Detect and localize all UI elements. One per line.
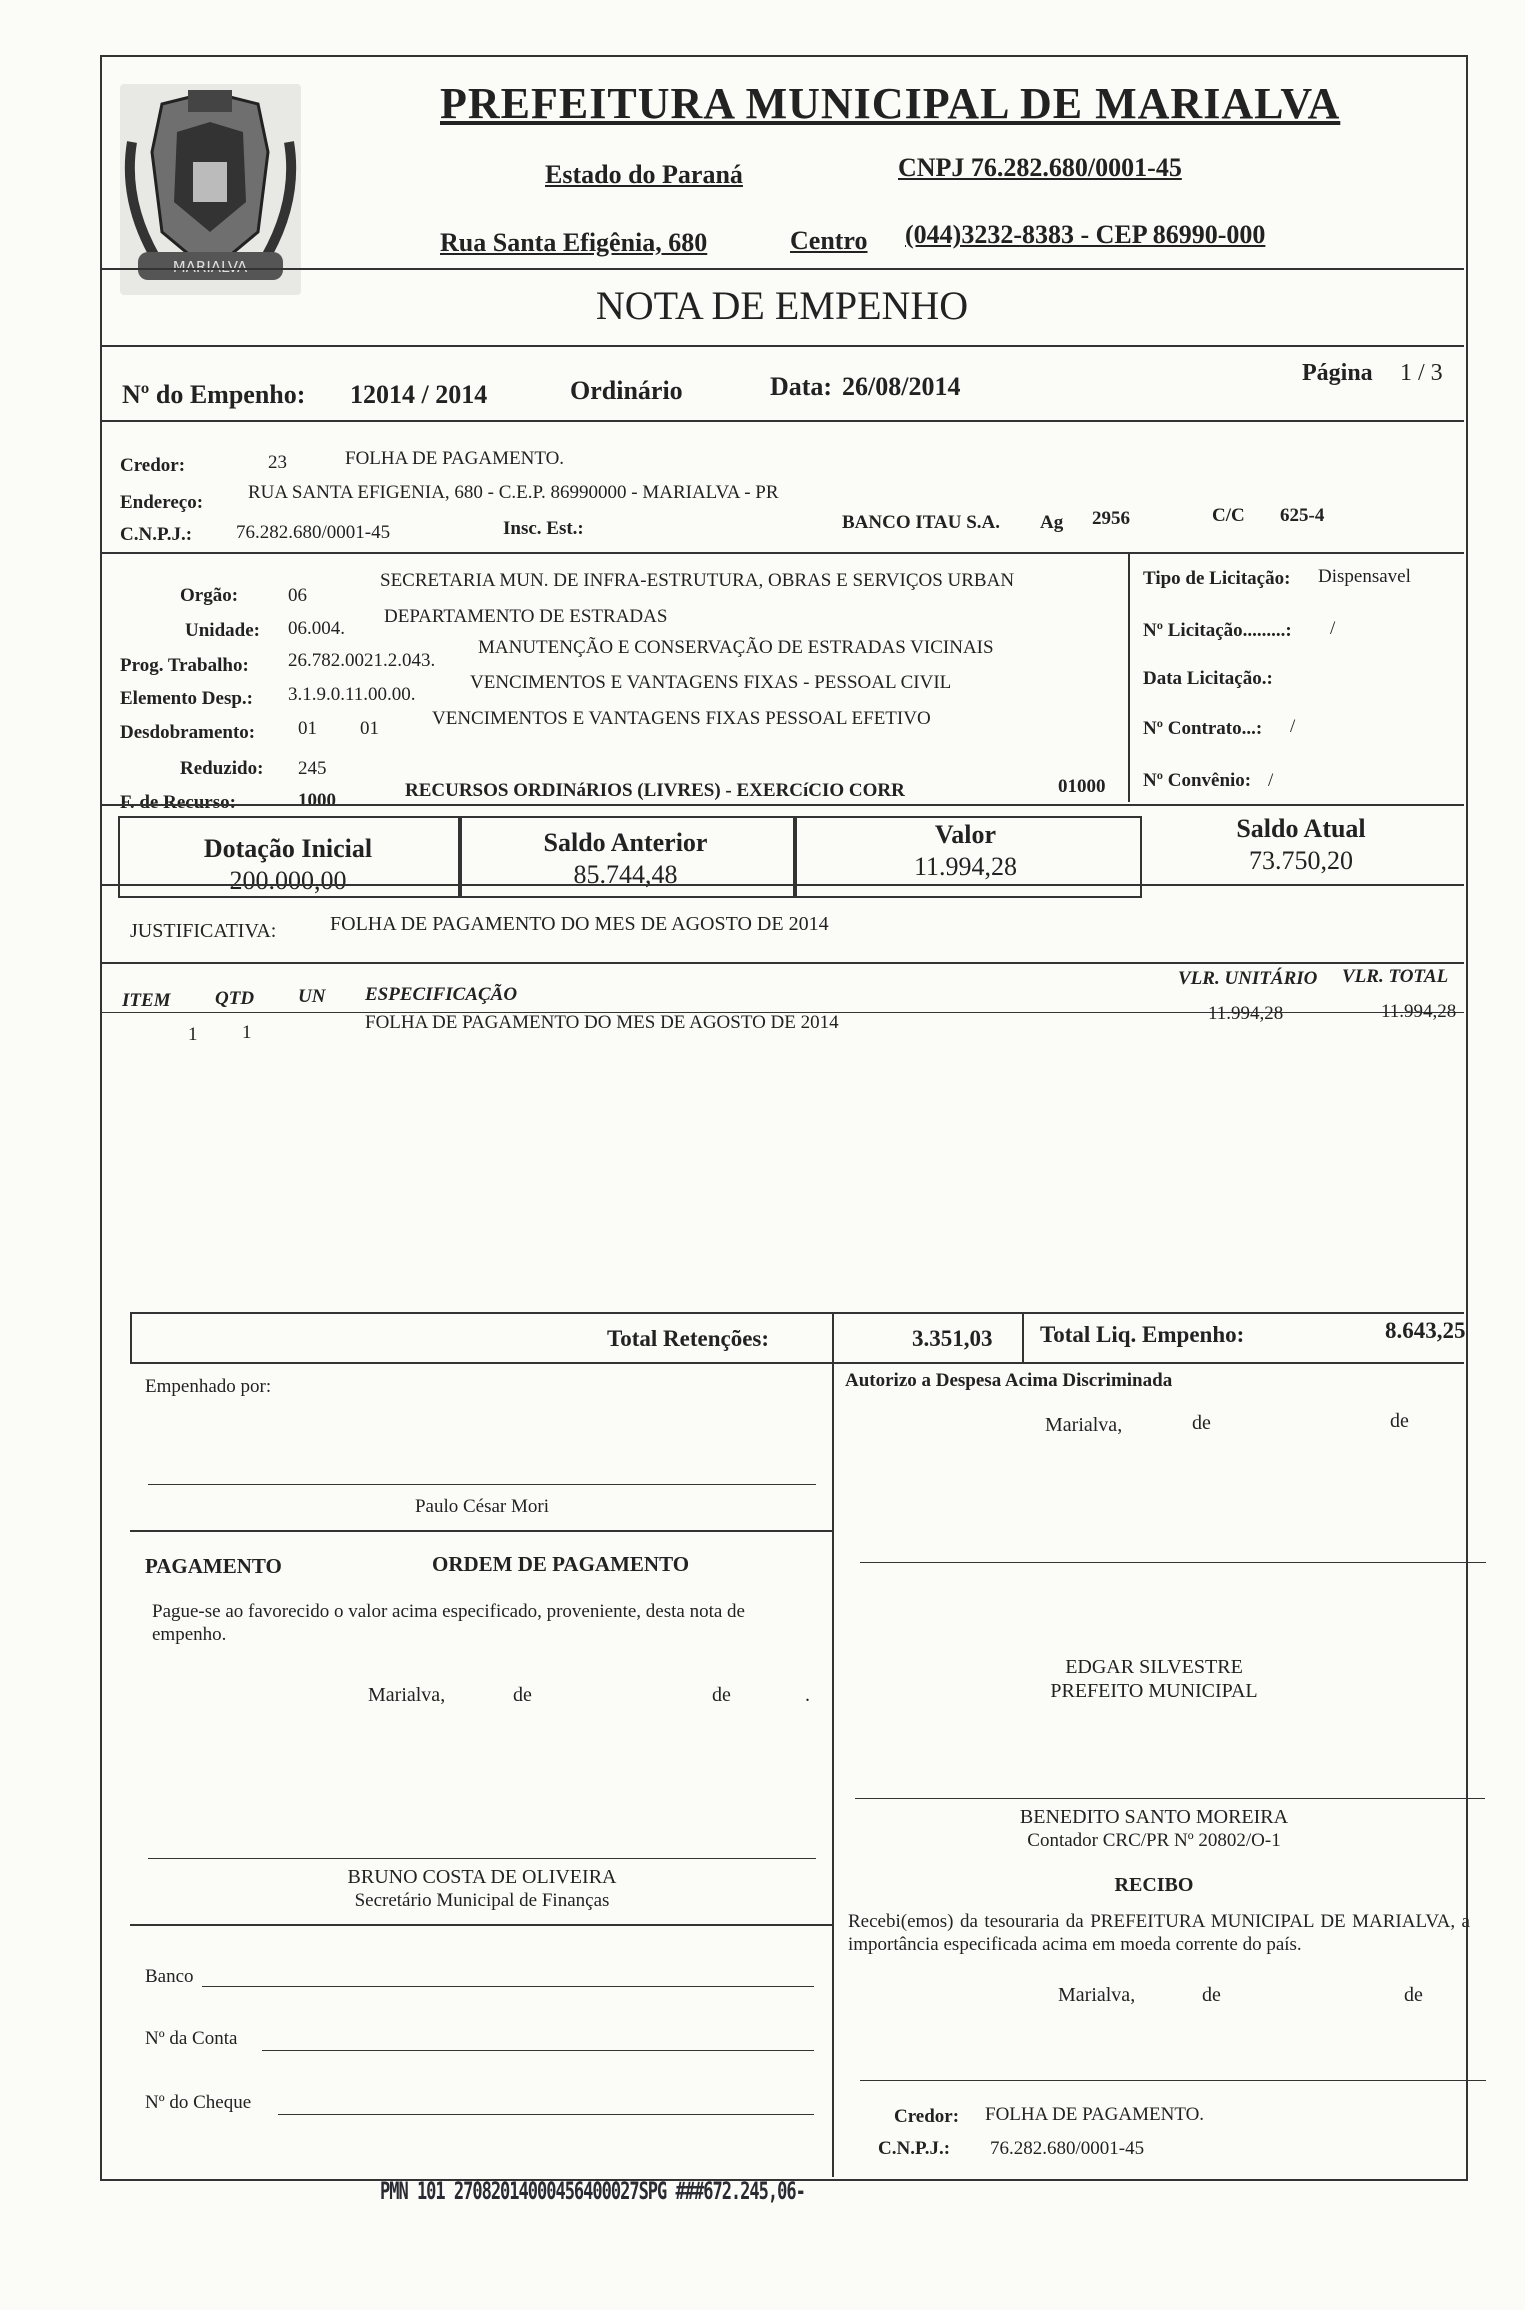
row-total: 11.994,28 — [1381, 1001, 1457, 1022]
autorizo-de2: de — [1390, 1410, 1409, 1432]
retencoes-value: 3.351,03 — [912, 1326, 993, 1351]
conta-label: Nº da Conta — [145, 2028, 238, 2049]
secretario-title: Secretário Municipal de Finanças — [354, 1890, 610, 1911]
page-number: 1 / 3 — [1400, 360, 1443, 386]
recibo-credor-label: Credor: — [894, 2106, 960, 2127]
credor-label: Credor: — [120, 455, 186, 476]
empenho-number: 12014 / 2014 — [350, 380, 488, 409]
pague-de2: de — [712, 1684, 731, 1706]
convenio-value: / — [1268, 770, 1274, 791]
orgao-name: SECRETARIA MUN. DE INFRA-ESTRUTURA, OBRAS E SERVIÇOS URBAN — [380, 570, 1015, 591]
desd-name: VENCIMENTOS E VANTAGENS FIXAS PESSOAL EFETIVO — [432, 708, 931, 729]
bank-ag-label: Ag — [1040, 512, 1064, 533]
orgao-label: Orgão: — [180, 585, 239, 606]
banco-label: Banco — [145, 1966, 194, 1987]
pague-city: Marialva, — [368, 1684, 446, 1706]
autorizo-label: Autorizo a Despesa Acima Discriminada — [845, 1370, 1173, 1391]
col-un: UN — [298, 986, 326, 1007]
pague-dot: . — [805, 1684, 810, 1706]
contador-name: BENEDITO SANTO MOREIRA — [1019, 1806, 1289, 1828]
bank-name: BANCO ITAU S.A. — [842, 512, 1001, 533]
orgao-code: 06 — [288, 585, 307, 606]
liquido-label: Total Liq. Empenho: — [1040, 1322, 1245, 1347]
prog-code: 26.782.0021.2.043. — [288, 650, 436, 671]
licitacao-tipo: Dispensavel — [1318, 566, 1411, 587]
doc-title: NOTA DE EMPENHO — [595, 283, 969, 328]
empenho-date: 26/08/2014 — [842, 372, 961, 401]
elem-label: Elemento Desp.: — [120, 688, 253, 709]
valor-value: 11.994,28 — [913, 852, 1018, 881]
ordem-pagamento-label: ORDEM DE PAGAMENTO — [432, 1552, 690, 1576]
pagamento-label: PAGAMENTO — [145, 1554, 282, 1578]
bank-cc: 625-4 — [1280, 505, 1325, 526]
bank-ag: 2956 — [1092, 508, 1130, 529]
header-state: Estado do Paraná — [545, 160, 743, 189]
unidade-label: Unidade: — [185, 620, 260, 641]
licitacao-num-label: Nº Licitação.........: — [1143, 620, 1292, 641]
elem-name: VENCIMENTOS E VANTAGENS FIXAS - PESSOAL CIVIL — [470, 672, 952, 693]
credor-code: 23 — [268, 452, 287, 473]
col-qtd: QTD — [215, 988, 255, 1009]
pague-de1: de — [513, 1684, 532, 1706]
cnpj-label: C.N.P.J.: — [120, 524, 193, 545]
col-item: ITEM — [122, 990, 171, 1011]
header-title: PREFEITURA MUNICIPAL DE MARIALVA — [440, 79, 1341, 128]
insc-label: Insc. Est.: — [503, 518, 584, 539]
contador-title: Contador CRC/PR Nº 20802/O-1 — [1027, 1830, 1281, 1851]
saldo-atual-value: 73.750,20 — [1249, 846, 1353, 875]
recurso-label: F. de Recurso: — [120, 792, 236, 813]
retencoes-label: Total Retenções: — [607, 1326, 770, 1351]
unidade-code: 06.004. — [288, 618, 345, 639]
dotacao-value: 200.000,00 — [229, 866, 347, 895]
desd-code2: 01 — [360, 718, 379, 739]
row-unit: 11.994,28 — [1208, 1003, 1284, 1024]
justificativa-text: FOLHA DE PAGAMENTO DO MES DE AGOSTO DE 2014 — [330, 913, 829, 935]
header-district: Centro — [790, 226, 868, 255]
dotacao-label: Dotação Inicial — [203, 834, 373, 863]
autorizo-de1: de — [1192, 1412, 1211, 1434]
footer-code: PMN 101 27082014000456400027SPG ###672.245,06- — [380, 2178, 805, 2206]
desd-label: Desdobramento: — [120, 722, 256, 743]
prog-label: Prog. Trabalho: — [120, 655, 249, 676]
justificativa-label: JUSTIFICATIVA: — [130, 920, 277, 942]
address-value: RUA SANTA EFIGENIA, 680 - C.E.P. 86990000 - MARIALVA - PR — [248, 482, 779, 503]
saldo-anterior-label: Saldo Anterior — [543, 828, 708, 857]
valor-label: Valor — [934, 820, 997, 849]
unidade-name: DEPARTAMENTO DE ESTRADAS — [384, 606, 668, 627]
reduzido-value: 245 — [298, 758, 327, 779]
credor-name: FOLHA DE PAGAMENTO. — [345, 448, 565, 469]
desd-code1: 01 — [298, 718, 317, 739]
pague-text: Pague-se ao favorecido o valor acima especificado, proveniente, desta nota de empenho. — [152, 1601, 745, 1645]
licitacao-num: / — [1330, 618, 1336, 639]
prefeito-title: PREFEITO MUNICIPAL — [1050, 1680, 1258, 1702]
recibo-credor-name: FOLHA DE PAGAMENTO. — [985, 2104, 1205, 2125]
licitacao-tipo-label: Tipo de Licitação: — [1143, 568, 1291, 589]
contrato-value: / — [1290, 716, 1296, 737]
recibo-city: Marialva, — [1058, 1984, 1136, 2006]
recibo-de1: de — [1202, 1984, 1221, 2006]
row-item: 1 — [188, 1024, 198, 1045]
address-label: Endereço: — [120, 492, 204, 513]
autorizo-city: Marialva, — [1045, 1414, 1123, 1436]
header-street: Rua Santa Efigênia, 680 — [440, 228, 708, 257]
recurso-code: 1000 — [298, 790, 336, 811]
logo-text: MARIALVA — [172, 258, 248, 276]
liquido-value: 8.643,25 — [1385, 1318, 1466, 1343]
saldo-atual-label: Saldo Atual — [1236, 814, 1366, 843]
secretario-name: BRUNO COSTA DE OLIVEIRA — [347, 1866, 617, 1888]
saldo-anterior-value: 85.744,48 — [573, 860, 678, 889]
prefeito-name: EDGAR SILVESTRE — [1065, 1656, 1243, 1678]
recurso-name: RECURSOS ORDINáRIOS (LIVRES) - EXERCíCIO CORR — [405, 780, 905, 801]
header-cnpj: CNPJ 76.282.680/0001-45 — [898, 153, 1182, 182]
prog-name: MANUTENÇÃO E CONSERVAÇÃO DE ESTRADAS VICINAIS — [478, 637, 994, 658]
recibo-label: RECIBO — [1114, 1874, 1194, 1896]
empenhado-name: Paulo César Mori — [414, 1496, 550, 1517]
col-spec: ESPECIFICAÇÃO — [365, 984, 518, 1005]
empenho-date-label: Data: — [770, 372, 833, 401]
page-label: Página — [1302, 360, 1373, 386]
licitacao-data-label: Data Licitação.: — [1143, 668, 1273, 689]
coat-of-arms-logo — [118, 82, 303, 297]
elem-code: 3.1.9.0.11.00.00. — [288, 684, 416, 705]
cheque-label: Nº do Cheque — [145, 2092, 252, 2113]
row-qtd: 1 — [242, 1022, 252, 1043]
header-phone-cep: (044)3232-8383 - CEP 86990-000 — [905, 220, 1266, 249]
recurso-code2: 01000 — [1058, 776, 1106, 797]
empenho-number-label: Nº do Empenho: — [122, 380, 306, 409]
cnpj-value: 76.282.680/0001-45 — [236, 522, 391, 543]
contrato-label: Nº Contrato...: — [1143, 718, 1263, 739]
bank-cc-label: C/C — [1212, 505, 1245, 526]
col-unit: VLR. UNITÁRIO — [1178, 968, 1318, 989]
recibo-text: Recebi(emos) da tesouraria da PREFEITURA MUNICIPAL DE MARIALVA, a importância especificada acima em moeda corrente do país. — [848, 1911, 1470, 1955]
recibo-cnpj-label: C.N.P.J.: — [878, 2138, 951, 2159]
recibo-cnpj: 76.282.680/0001-45 — [990, 2138, 1145, 2159]
col-total: VLR. TOTAL — [1342, 966, 1449, 987]
empenho-type: Ordinário — [570, 376, 683, 405]
row-spec: FOLHA DE PAGAMENTO DO MES DE AGOSTO DE 2014 — [365, 1012, 839, 1033]
reduzido-label: Reduzido: — [180, 758, 264, 779]
convenio-label: Nº Convênio: — [1143, 770, 1252, 791]
empenhado-label: Empenhado por: — [145, 1376, 272, 1397]
recibo-de2: de — [1404, 1984, 1423, 2006]
